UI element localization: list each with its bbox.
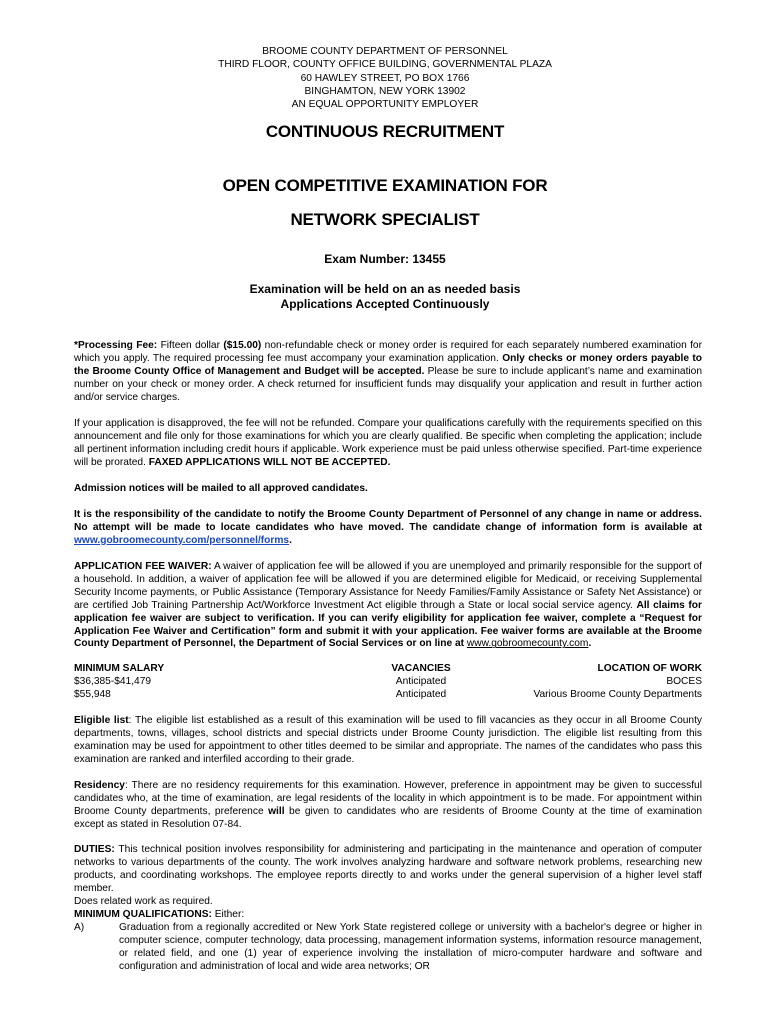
eligible-list-paragraph	[74, 715, 702, 767]
fee-text: Fifteen dollar	[157, 340, 224, 351]
header-vacancies: VACANCIES	[391, 663, 451, 674]
duties-text: This technical position involves responsibility for administering and participating in the maintenance and operation of computer networks to various departments of the county. The work involves analyzing hardware and software network problems, researching new products, and coordinating workshops. The employee reports directly to and works under the general supervision of a higher level staff member.	[74, 844, 702, 894]
vacancy-value: Anticipated	[395, 676, 447, 687]
salary-value: $36,385-$41,479	[74, 676, 152, 687]
eligible-label: Eligible list	[74, 715, 129, 726]
admission-notice: Admission notices will be mailed to all approved candidates.	[74, 483, 368, 494]
table-row	[74, 675, 702, 688]
waiver-end: .	[588, 638, 592, 650]
dept-name: BROOME COUNTY DEPARTMENT OF PERSONNEL	[262, 46, 508, 57]
header-location: LOCATION OF WORK	[597, 663, 702, 674]
duties-paragraph	[74, 844, 702, 909]
fee-amount: ($15.00)	[223, 340, 262, 351]
position-title: NETWORK SPECIALIST	[290, 210, 480, 229]
street-address: 60 HAWLEY STREET, PO BOX 1766	[300, 72, 470, 84]
table-row	[74, 688, 702, 701]
min-quals-heading	[74, 909, 702, 922]
residency-label: Residency	[74, 780, 125, 791]
county-website-link[interactable]: www.gobroomecounty.com	[466, 638, 589, 650]
exam-number: Exam Number: 13455	[324, 252, 446, 266]
option-a-label: A)	[74, 921, 85, 933]
waiver-label: APPLICATION FEE WAIVER:	[74, 561, 212, 572]
salary-table	[74, 662, 702, 701]
residency-will: will	[268, 805, 285, 817]
salary-table-header	[74, 662, 702, 675]
min-quals-label: MINIMUM QUALIFICATIONS:	[74, 909, 212, 920]
minimum-qualifications	[74, 909, 702, 974]
disapproval-text: If your application is disapproved, the fee will not be refunded. Compare your qualifications carefully with the requirements specified on this announcement and file only for those examinations for which you are clearly qualified. Be specific when completing the application; include all pertinent information including credit hours if applicable. Work experience must be paid unless otherwise specified. Part-time experience will be prorated.	[74, 418, 702, 468]
salary-value: $55,948	[74, 689, 111, 700]
letterhead	[0, 45, 770, 111]
disapproval-paragraph	[74, 418, 702, 470]
residency-text-2: be given to candidates who are residents of Broome County at the time of examination except as stated in Resolution 07-84.	[74, 805, 702, 830]
duties-related-work: Does related work as required.	[74, 895, 213, 907]
continuous-recruitment-title: CONTINUOUS RECRUITMENT	[265, 122, 505, 141]
fee-label: *Processing Fee:	[74, 340, 158, 351]
responsibility-end: .	[289, 534, 292, 546]
responsibility-text: It is the responsibility of the candidate to notify the Broome County Department of Personnel of any change in name or address. No attempt will be made to locate candidates who have moved. The candidate change of information form is available at	[74, 509, 702, 533]
fee-text-3: Please be sure to include applicant’s name and examination number on your check or money order. A check returned for insufficient funds may disqualify your application and result in further action and/or service charges.	[74, 365, 702, 403]
residency-text: : There are no residency requirements for this examination. However, preference in appointment may be given to successful candidates who, at the time of examination, are legal residents of the locality in which appointment is to be made. For appointment within Broome County departments, preference	[74, 780, 702, 817]
forms-link[interactable]: www.gobroomecounty.com/personnel/forms	[74, 534, 290, 546]
duties-label: DUTIES:	[74, 844, 115, 855]
exam-type-title: OPEN COMPETITIVE EXAMINATION FOR	[222, 176, 548, 195]
waiver-text: A waiver of application fee will be allowed if you are unemployed and primarily responsible for the support of a household. In addition, a waiver of application fee will be allowed if you are determined eligible for Medicaid, or receiving Supplemental Security Income payments, or Public Assistance (Temporary Assistance for Needy Families/Family Assistance or Safety Net Assistance) or are certified Job Training Partnership Act/Workforce Investment Act eligible through a State or local social service agency.	[74, 561, 702, 611]
responsibility-paragraph	[74, 509, 702, 548]
location-value: BOCES	[666, 676, 702, 687]
fax-warning: FAXED APPLICATIONS WILL NOT BE ACCEPTED.	[148, 456, 391, 468]
applications-note: Applications Accepted Continuously	[280, 297, 490, 311]
eoe-statement: AN EQUAL OPPORTUNITY EMPLOYER	[291, 99, 479, 111]
processing-fee-paragraph	[74, 340, 702, 405]
city-state: BINGHAMTON, NEW YORK 13902	[304, 85, 466, 97]
building: THIRD FLOOR, COUNTY OFFICE BUILDING, GOVERNMENTAL PLAZA	[218, 59, 552, 71]
residency-paragraph	[74, 780, 702, 832]
waiver-claims: All claims for application fee waiver are subject to verification. If you can verify eligibility for application fee waiver, complete a “Request for Application Fee Waiver and Certification” form and submit it with your application. Fee waiver forms are available at the Broome County Department of Personnel, the Department of Social Services or on line at	[74, 599, 702, 650]
location-value: Various Broome County Departments	[533, 689, 702, 700]
fee-text-2: non-refundable check or money order is required for each separately numbered examination for which you apply. The required processing fee must accompany your examination application.	[74, 340, 702, 364]
exam-schedule	[0, 282, 770, 312]
min-quals-either: Either:	[211, 909, 245, 920]
fee-waiver-paragraph	[74, 561, 702, 651]
vacancy-value: Anticipated	[395, 689, 447, 700]
header-minimum-salary: MINIMUM SALARY	[74, 663, 165, 674]
eligible-text: : The eligible list established as a result of this examination will be used to fill vacancies as they occur in all Broome County departments, towns, villages, school districts and special districts under Broome County jurisdiction. The eligible list resulting from this examination may be used for appointment to other titles deemed to be similar and appropriate. The names of the candidates who pass this examination are ranked and interfiled according to their grade.	[74, 715, 702, 765]
fee-payable-note: Only checks or money orders payable to the Broome County Office of Management and Budget will be accepted.	[74, 352, 702, 377]
option-a-text: Graduation from a regionally accredited or New York State registered college or university with a bachelor's degree or higher in computer science, computer technology, data processing, management information systems, information resource management, or related field, and one (1) year of experience involving the installation of micro-computer hardware and software and configuration and administration of local and wide area networks; OR	[119, 921, 702, 972]
exam-held-note: Examination will be held on an as needed basis	[249, 282, 521, 296]
qualification-option-a	[74, 922, 702, 974]
